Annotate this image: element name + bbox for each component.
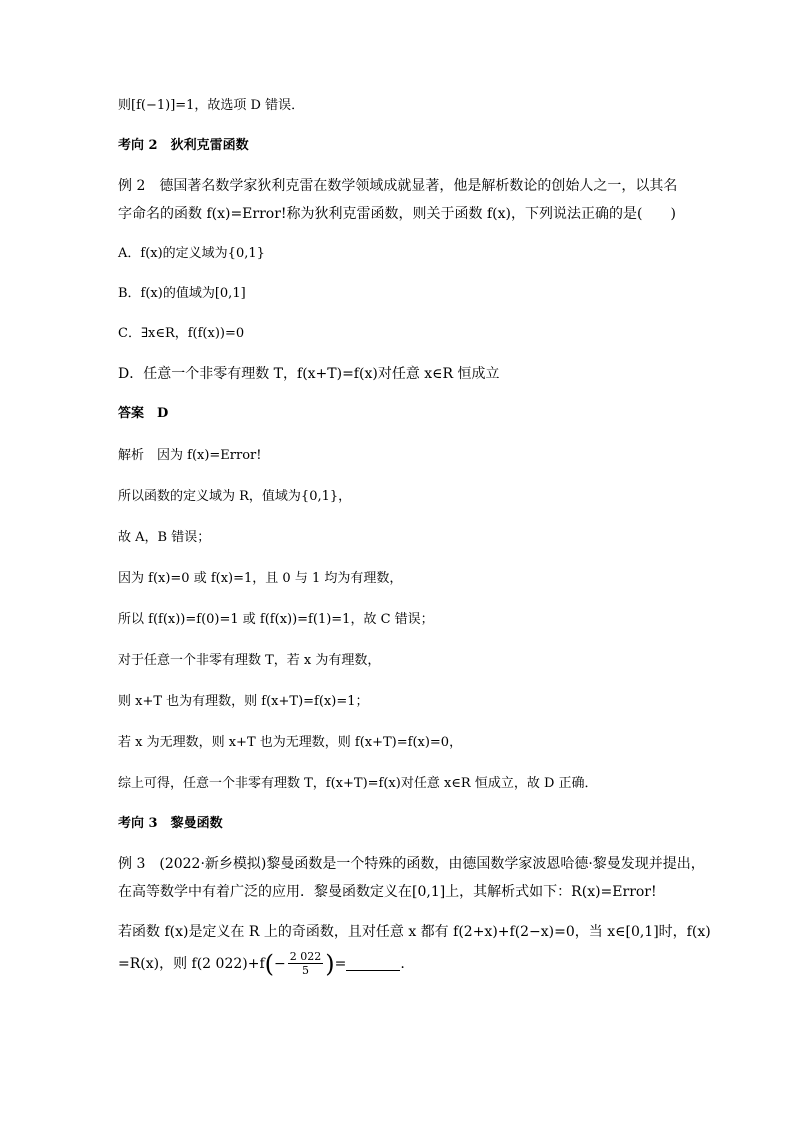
- right-paren: ): [325, 949, 335, 978]
- example-line: 例 2 德国著名数学家狄利克雷在数学领域成就显著，他是解析数论的创始人之一，以其名: [118, 178, 678, 194]
- example-line: 在高等数学中有着广泛的应用．黎曼函数定义在[0,1]上，其解析式如下：R(x)=Error!: [118, 884, 657, 900]
- fraction-numerator: 2 022: [289, 950, 322, 963]
- solution-line: 解析 因为 f(x)=Error!: [118, 448, 262, 463]
- option-d: D．任意一个非零有理数 T，f(x+T)=f(x)对任意 x∈R 恒成立: [118, 366, 500, 382]
- solution-line: 所以函数的定义域为 R，值域为{0,1}，: [118, 489, 352, 504]
- equals-sign: =: [334, 955, 347, 972]
- solution-line: 若 x 为无理数，则 x+T 也为无理数，则 f(x+T)=f(x)=0，: [118, 735, 463, 750]
- fraction-sign: −: [274, 955, 286, 972]
- example-line: 字命名的函数 f(x)=Error!称为狄利克雷函数，则关于函数 f(x)，下列说法正确的是( ): [118, 206, 676, 222]
- solution-line: 综上可得，任意一个非零有理数 T，f(x+T)=f(x)对任意 x∈R 恒成立，故 D 正确．: [118, 776, 598, 791]
- solution-line: 则 x+T 也为有理数，则 f(x+T)=f(x)=1；: [118, 694, 369, 709]
- solution-line: 故 A，B 错误；: [118, 530, 211, 545]
- formula-text: =R(x)，则 f(2 022)+f: [118, 955, 265, 972]
- formula-line: [118, 950, 405, 977]
- section-heading: 考向 3 黎曼函数: [118, 816, 223, 831]
- solution-line: 对于任意一个非零有理数 T，若 x 为有理数，: [118, 653, 381, 668]
- period: .: [400, 955, 405, 972]
- solution-line: 因为 f(x)=0 或 f(x)=1，且 0 与 1 均为有理数，: [118, 571, 403, 586]
- fraction-denominator: 5: [302, 964, 309, 977]
- example-line: 若函数 f(x)是定义在 R 上的奇函数，且对任意 x 都有 f(2+x)+f(2−x)=0，当 x∈[0,1]时，f(x): [118, 924, 711, 940]
- fraction: [288, 950, 324, 977]
- answer-line: 答案 D: [118, 406, 169, 421]
- left-paren: (: [264, 949, 275, 978]
- option-c: C．∃x∈R，f(f(x))=0: [118, 326, 245, 341]
- option-b: B．f(x)的值域为[0,1]: [118, 286, 246, 301]
- section-heading: 考向 2 狄利克雷函数: [118, 138, 249, 153]
- example-line: 例 3 (2022·新乡模拟)黎曼函数是一个特殊的函数，由德国数学家波恩哈德·黎曼发现并提出，: [118, 856, 705, 872]
- solution-line: 所以 f(f(x))=f(0)=1 或 f(f(x))=f(1)=1，故 C 错误；: [118, 612, 434, 627]
- text-line: 则[f(−1)]=1，故选项 D 错误．: [118, 98, 305, 113]
- option-a: A．f(x)的定义域为{0,1}: [118, 246, 265, 261]
- answer-blank: [346, 956, 400, 971]
